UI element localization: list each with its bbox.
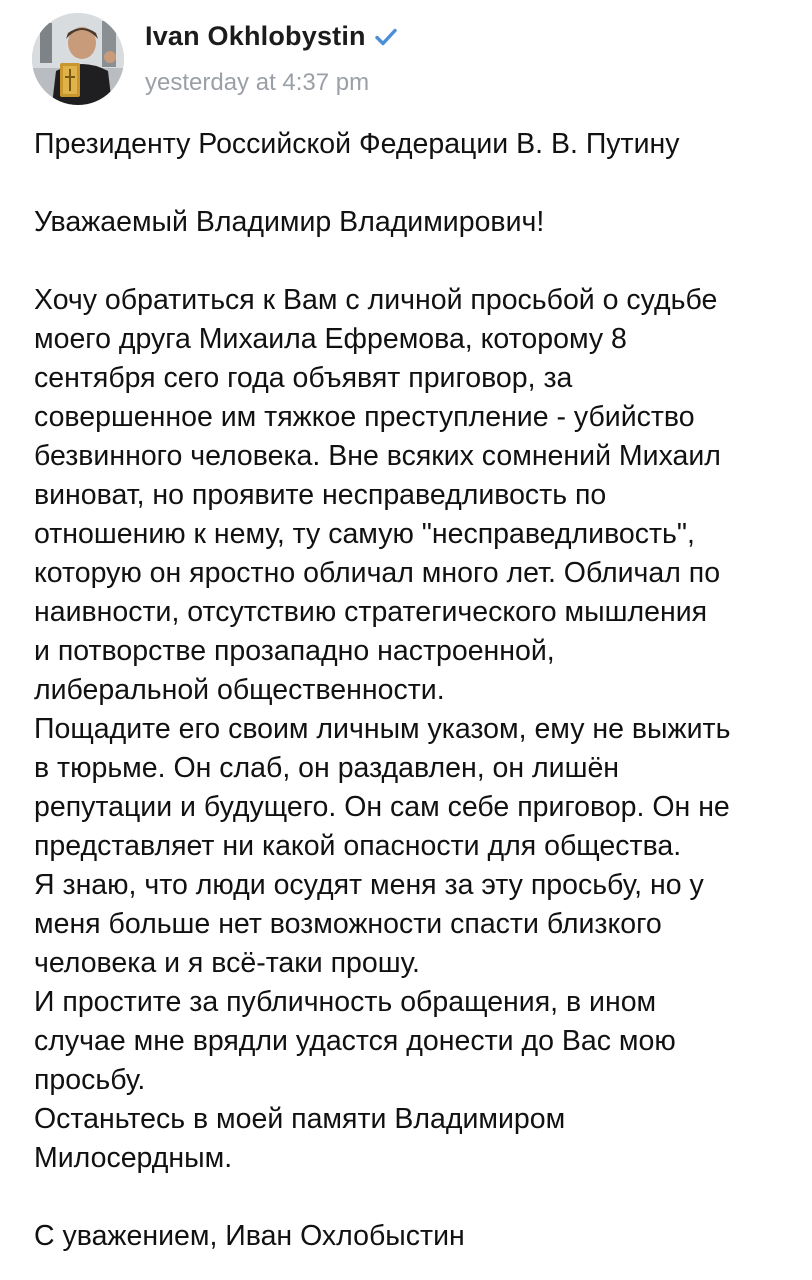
post-line: случае мне врядли удастся донести до Вас мою: [34, 1025, 676, 1057]
post-timestamp[interactable]: yesterday at 4:37 pm: [145, 69, 370, 96]
post-line: наивности, отсутствию стратегического мышления: [34, 596, 708, 628]
post-text: [34, 125, 804, 1256]
post-line: моего друга Михаила Ефремова, которому 8: [34, 323, 627, 355]
author-name-text[interactable]: Ivan Okhlobystin: [145, 21, 366, 51]
post-line: отношению к нему, ту самую "несправедливость",: [34, 518, 695, 550]
post-line: в тюрьме. Он слаб, он раздавлен, он лишён: [34, 752, 620, 784]
post-line: сентября сего года объявят приговор, за: [34, 362, 573, 394]
post-line: репутации и будущего. Он сам себе приговор. Он не: [34, 791, 730, 823]
post-line: Пощадите его своим личным указом, ему не выжить: [34, 713, 731, 745]
post-line: Хочу обратиться к Вам с личной просьбой о судьбе: [34, 284, 718, 316]
avatar[interactable]: [32, 13, 124, 105]
post-header: [32, 13, 792, 105]
post-line: Президенту Российской Федерации В. В. Путину: [34, 128, 680, 160]
post-line: совершенное им тяжкое преступление - убийство: [34, 401, 695, 433]
post-line: Я знаю, что люди осудят меня за эту просьбу, но у: [34, 869, 704, 901]
paragraph-gap: [34, 242, 804, 281]
post-line: либеральной общественности.: [34, 674, 445, 706]
post-line: Милосердным.: [34, 1142, 233, 1174]
post-line: представляет ни какой опасности для общества.: [34, 830, 682, 862]
paragraph-gap: [34, 1178, 804, 1217]
post-line: И простите за публичность обращения, в ином: [34, 986, 657, 1018]
paragraph-gap: [34, 164, 804, 203]
author-name[interactable]: [145, 21, 398, 54]
post-line: безвинного человека. Вне всяких сомнений Михаил: [34, 440, 721, 472]
avatar-photo: [32, 13, 124, 105]
post-line: Уважаемый Владимир Владимирович!: [34, 206, 545, 238]
post-line: человека и я всё-таки прошу.: [34, 947, 420, 979]
post-line: Останьтесь в моей памяти Владимиром: [34, 1103, 566, 1135]
post-line: и потворстве прозападно настроенной,: [34, 635, 555, 667]
post-line: виноват, но проявите несправедливость по: [34, 479, 607, 511]
post-line: С уважением, Иван Охлобыстин: [34, 1220, 465, 1252]
post-line: меня больше нет возможности спасти близкого: [34, 908, 662, 940]
post-line: просьбу.: [34, 1064, 146, 1096]
verified-check-icon: [374, 23, 398, 54]
post-line: которую он яростно обличал много лет. Обличал по: [34, 557, 721, 589]
